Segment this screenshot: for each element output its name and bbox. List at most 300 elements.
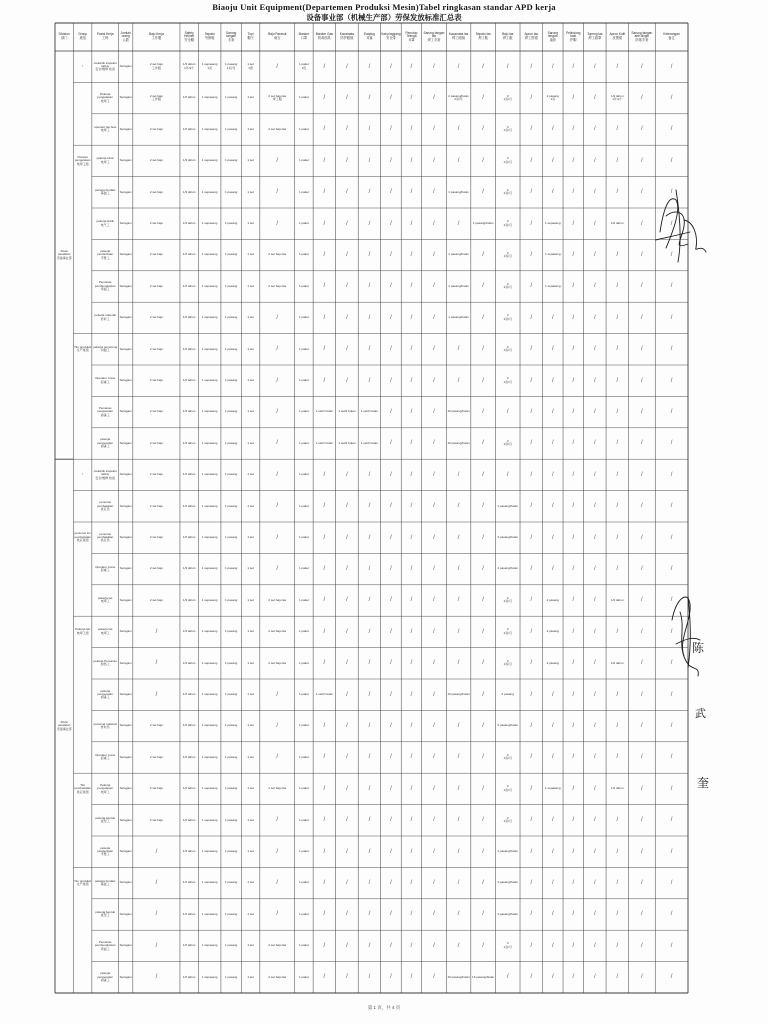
data-cell: 3 1双/月 <box>503 596 512 604</box>
data-cell: / <box>433 314 435 321</box>
data-cell: 1/3 tahun <box>182 472 196 477</box>
data-cell: / <box>346 566 348 573</box>
data-cell: / <box>530 628 533 635</box>
group-label: / <box>82 472 84 477</box>
data-cell: / <box>410 503 413 510</box>
data-cell: / <box>572 534 575 541</box>
data-cell: / <box>390 566 392 573</box>
data-cell: 1 sepasang <box>201 409 218 414</box>
data-cell: / <box>641 377 643 384</box>
data-cell: / <box>482 597 484 604</box>
data-cell: 1 paket <box>298 786 309 791</box>
data-cell: / <box>616 314 619 321</box>
data-cell: 3 1双/月 <box>503 439 512 447</box>
data-cell: 16 pasang/bulan <box>447 409 470 414</box>
data-cell: / <box>670 157 673 164</box>
data-cell: 1 paket <box>298 126 309 131</box>
data-cell: 1 set <box>247 817 254 822</box>
data-cell: / <box>593 157 596 164</box>
data-cell: / <box>530 95 533 102</box>
data-cell: Seragam <box>119 629 132 634</box>
data-cell: / <box>155 660 158 667</box>
data-cell: / <box>670 534 673 541</box>
column-header: Baju las 焊工服 <box>502 32 514 40</box>
position-cell: pekerja bentuk 成型工 <box>95 910 116 918</box>
data-cell: / <box>670 942 673 949</box>
data-cell: / <box>368 566 371 573</box>
data-cell: / <box>276 848 279 855</box>
data-cell: / <box>593 126 596 133</box>
data-cell: / <box>410 880 413 887</box>
data-cell: / <box>410 157 413 164</box>
data-cell: / <box>530 252 533 259</box>
data-cell: / <box>641 252 643 259</box>
data-cell: / <box>506 471 509 478</box>
data-cell: / <box>410 660 413 667</box>
data-cell: / <box>368 723 371 730</box>
data-cell: 2 pasang 1双 <box>546 93 559 102</box>
data-cell: / <box>323 314 326 321</box>
data-cell: / <box>670 252 673 259</box>
data-cell: / <box>572 628 575 635</box>
data-cell: 1/3 tahun <box>182 503 196 508</box>
data-cell: / <box>616 911 619 918</box>
data-cell: 1 paket <box>298 691 309 696</box>
group-label: personel tim pembekalan 供应班组 <box>74 531 91 543</box>
data-cell: / <box>616 628 619 635</box>
data-cell: / <box>323 566 326 573</box>
column-header: Sepatu las 焊工鞋 <box>475 32 491 40</box>
data-cell: / <box>616 848 619 855</box>
data-cell: 1 paket <box>298 440 309 445</box>
data-cell: 1 set/2 bulan <box>315 440 333 445</box>
data-cell: / <box>390 597 392 604</box>
position-cell: pekerja bentuk 成型工 <box>95 815 116 824</box>
data-cell: / <box>670 754 673 761</box>
data-cell: / <box>323 597 326 604</box>
data-cell: Seragam <box>119 754 132 759</box>
data-cell: / <box>593 691 596 698</box>
data-cell: 1 pasang <box>224 189 238 194</box>
data-cell: 3 1双/月 <box>503 125 512 133</box>
data-cell: 1 sepasang <box>201 440 218 445</box>
data-cell: / <box>346 314 348 321</box>
data-cell: / <box>410 691 413 698</box>
data-cell: / <box>670 314 673 321</box>
data-cell: / <box>368 283 371 290</box>
data-cell: / <box>276 471 279 478</box>
data-cell: 1/2 tahun <box>611 597 624 602</box>
data-cell: / <box>593 314 596 321</box>
data-cell: / <box>457 534 460 541</box>
data-cell: / <box>641 566 643 573</box>
data-cell: 4 pasang/bulan <box>497 534 518 539</box>
data-cell: 1 paket <box>298 660 309 665</box>
data-cell: / <box>641 628 643 635</box>
data-cell: / <box>572 754 575 761</box>
data-cell: / <box>346 660 348 667</box>
data-cell: / <box>410 471 413 478</box>
position-cell: pekerja Pemanas 加热工 <box>93 658 117 667</box>
data-cell: / <box>593 95 596 102</box>
data-cell: Seragam <box>119 911 132 916</box>
data-cell: / <box>346 377 348 384</box>
data-cell: / <box>593 566 596 573</box>
data-cell: 1/2 tahun <box>611 220 624 225</box>
data-cell: / <box>346 126 348 133</box>
column-header: Group 班组 <box>78 32 88 40</box>
column-header: Pelindung kaki 护脚 <box>566 30 581 42</box>
data-cell: / <box>390 440 392 447</box>
data-cell: / <box>368 974 371 981</box>
data-cell: / <box>551 157 554 164</box>
data-cell: 1 pasang <box>224 472 238 477</box>
data-cell: 2 set baju <box>149 315 163 320</box>
data-cell: Seragam <box>119 252 132 257</box>
data-cell: 1/3 tahun <box>182 346 196 351</box>
data-cell: Seragam <box>119 315 132 320</box>
data-cell: / <box>457 660 460 667</box>
data-cell: / <box>390 817 392 824</box>
group-label: / <box>82 63 84 68</box>
data-cell: 1 pasang <box>224 126 238 131</box>
data-cell: / <box>323 628 326 635</box>
data-cell: / <box>323 63 326 70</box>
data-cell: / <box>390 848 392 855</box>
data-cell: / <box>551 189 554 196</box>
data-cell: / <box>572 95 575 102</box>
data-cell: / <box>482 848 484 855</box>
data-cell: 3 1双/月 <box>503 344 512 353</box>
data-cell: Seragam <box>119 974 132 979</box>
data-cell: 1 pasang <box>224 943 238 948</box>
data-cell: / <box>641 880 643 887</box>
data-cell: / <box>482 126 484 133</box>
data-cell: / <box>276 409 279 416</box>
data-cell: 1 pasang <box>224 409 238 414</box>
data-cell: / <box>641 911 643 918</box>
data-cell: / <box>572 126 575 133</box>
data-cell: / <box>410 314 413 321</box>
data-cell: 1 sepasang <box>201 346 218 351</box>
data-cell: 1/3 tahun <box>182 126 196 131</box>
data-cell: / <box>368 848 371 855</box>
data-cell: 1 set/2 bulan <box>338 409 356 414</box>
data-cell: 1 pasang/bulan <box>448 189 469 194</box>
data-cell: / <box>390 283 392 290</box>
data-cell: / <box>457 911 460 918</box>
data-cell: 1 sepasang 1双 <box>201 62 218 70</box>
data-cell: / <box>670 346 673 353</box>
data-cell: 1 pasang <box>224 723 238 728</box>
data-cell: / <box>276 220 279 227</box>
data-cell: / <box>641 189 643 196</box>
data-cell: 1 pasang <box>224 252 238 257</box>
data-cell: / <box>390 471 392 478</box>
data-cell: / <box>457 942 460 949</box>
data-cell: / <box>155 942 158 949</box>
data-cell: / <box>551 942 554 949</box>
data-cell: / <box>530 660 533 667</box>
column-header: Division 部门 <box>58 32 70 40</box>
column-header: Kacamata las 焊工眼镜 <box>448 32 469 40</box>
data-cell: 4 pasang/bulan <box>497 566 518 571</box>
position-cell: mekanik inspeksi safety 安全/维修 检查 <box>93 468 117 480</box>
data-cell: / <box>572 660 575 667</box>
data-cell: / <box>346 252 348 259</box>
position-cell: pekerja las 电焊工 <box>97 596 113 604</box>
data-cell: / <box>641 848 643 855</box>
data-cell: / <box>572 597 575 604</box>
data-cell: / <box>410 126 413 133</box>
data-cell: 1 pasang 1双/月 <box>224 62 238 70</box>
data-cell: 1 set <box>247 189 254 194</box>
data-cell: 1 set <box>247 220 254 225</box>
data-cell: / <box>368 252 371 259</box>
data-cell: 1 set <box>247 723 254 728</box>
data-cell: / <box>482 691 484 698</box>
position-cell: operator las besi 电焊工 <box>94 125 117 133</box>
data-cell: / <box>346 503 348 510</box>
data-cell: / <box>551 409 554 416</box>
data-cell: 1 pasang <box>224 754 238 759</box>
data-cell: 1 pasang <box>224 534 238 539</box>
group-label: Pekerja las 电焊工组 <box>75 627 91 635</box>
data-cell: / <box>410 723 413 730</box>
data-cell: / <box>323 95 326 102</box>
data-cell: 1/3 tahun <box>182 566 196 571</box>
column-header: Kacamata 防护眼镜 <box>339 32 355 40</box>
data-cell: / <box>670 566 673 573</box>
data-cell: / <box>368 314 371 321</box>
data-cell: / <box>482 880 484 887</box>
data-cell: / <box>346 220 348 227</box>
data-cell: / <box>616 974 619 981</box>
data-cell: / <box>390 534 392 541</box>
data-cell: / <box>530 880 533 887</box>
data-cell: 1 pasang <box>224 346 238 351</box>
data-cell: 2 set baju <box>149 440 163 445</box>
data-cell: / <box>433 220 435 227</box>
data-cell: / <box>410 628 413 635</box>
data-cell: 1 sepasang <box>201 566 218 571</box>
column-header: Keterangan 备注 <box>663 32 680 40</box>
data-cell: / <box>390 942 392 949</box>
data-cell: 2 set baju <box>149 503 163 508</box>
data-cell: / <box>410 220 413 227</box>
data-cell: 1/3 tahun <box>182 377 196 382</box>
data-cell: 1 sepasang <box>201 220 218 225</box>
data-cell: / <box>572 63 575 70</box>
data-cell: 3 1双/月 <box>503 219 512 227</box>
data-cell: / <box>551 974 554 981</box>
data-cell: / <box>390 503 392 510</box>
data-cell: 1 sepasang <box>201 848 218 853</box>
data-cell: / <box>482 503 484 510</box>
column-header: Safety Helmet 安全帽 <box>184 30 195 42</box>
data-cell: / <box>390 785 392 792</box>
data-cell: / <box>593 534 596 541</box>
data-cell: / <box>323 189 326 196</box>
data-cell: / <box>457 785 460 792</box>
data-cell: 1 paket <box>298 377 309 382</box>
data-cell: 1 set <box>247 95 254 100</box>
data-cell: / <box>433 974 435 981</box>
data-cell: / <box>572 377 575 384</box>
data-cell: 1 set <box>247 691 254 696</box>
data-cell: / <box>155 691 158 698</box>
data-cell: / <box>276 346 279 353</box>
data-cell: 1 pasang <box>224 377 238 382</box>
data-cell: / <box>641 660 643 667</box>
data-cell: / <box>482 817 484 824</box>
data-cell: / <box>530 974 533 981</box>
data-cell: / <box>572 314 575 321</box>
data-cell: Seragam <box>119 126 132 131</box>
data-cell: / <box>551 880 554 887</box>
data-cell: / <box>276 723 279 730</box>
data-cell: 1/3 tahun <box>182 660 196 665</box>
data-cell: / <box>323 126 326 133</box>
data-cell: / <box>433 157 435 164</box>
data-cell: / <box>346 95 348 102</box>
data-cell: / <box>390 660 392 667</box>
data-cell: / <box>530 597 533 604</box>
position-cell: pekerja sinar 电焊工 <box>96 156 114 164</box>
data-cell: / <box>433 660 435 667</box>
data-cell: / <box>670 471 673 478</box>
data-cell: Seragam <box>119 880 132 885</box>
data-cell: / <box>457 723 460 730</box>
data-cell: / <box>410 409 413 416</box>
data-cell: 1 paket <box>298 283 309 288</box>
data-cell: / <box>368 754 371 761</box>
column-header: Apron Kulit 皮围裙 <box>609 32 626 40</box>
data-cell: / <box>346 785 348 792</box>
data-cell: / <box>616 283 619 290</box>
data-cell: / <box>433 346 435 353</box>
data-cell: 1 sepasang <box>201 723 218 728</box>
data-cell: / <box>368 377 371 384</box>
data-cell: / <box>482 157 484 164</box>
data-cell: Seragam <box>119 377 132 382</box>
data-cell: 1 paket <box>298 409 309 414</box>
data-cell: Seragam <box>119 63 132 68</box>
data-cell: 1 paket <box>298 597 309 602</box>
data-cell: / <box>641 503 643 510</box>
data-cell: / <box>616 471 619 478</box>
data-cell: / <box>670 95 673 102</box>
data-cell: 1 set <box>247 660 254 665</box>
data-cell: 1 paket <box>298 974 309 979</box>
data-cell: 1 set/2 bulan <box>315 691 333 696</box>
data-cell: 1 set/2 bulan <box>315 409 333 414</box>
data-cell: / <box>530 534 533 541</box>
data-cell: Seragam <box>119 691 132 696</box>
data-cell: / <box>641 691 643 698</box>
data-cell: / <box>390 974 392 981</box>
document-subtitle: 设备事业部（机械生产部）劳保发放标准汇总表 <box>306 13 462 22</box>
data-cell: 1/3 tahun <box>182 754 196 759</box>
data-cell: / <box>482 346 484 353</box>
data-cell: / <box>572 974 575 981</box>
data-cell: / <box>368 597 371 604</box>
data-cell: / <box>572 880 575 887</box>
data-cell: 1/3 tahun <box>182 848 196 853</box>
data-cell: / <box>368 63 371 70</box>
data-cell: / <box>616 189 619 196</box>
data-cell: 1 set <box>247 503 254 508</box>
data-cell: / <box>551 723 554 730</box>
data-cell: Seragam <box>119 189 132 194</box>
data-cell: 2 set baju 工作服 <box>149 93 163 102</box>
data-cell: Seragam <box>119 346 132 351</box>
data-cell: Seragam <box>119 409 132 414</box>
position-cell: Pekerja pengelasan 电焊工 <box>97 782 113 794</box>
data-cell: / <box>276 189 279 196</box>
data-cell: / <box>155 628 158 635</box>
data-cell: 2 pasang/bulan 2双/月 <box>448 93 469 102</box>
data-cell: / <box>457 597 460 604</box>
data-cell: / <box>530 283 533 290</box>
data-cell: / <box>323 848 326 855</box>
data-cell: 1/3 tahun <box>182 315 196 320</box>
data-cell: / <box>482 471 484 478</box>
data-cell: 1 set/2 bulan <box>360 440 379 445</box>
data-cell: 1 pasang/bulan <box>448 315 469 320</box>
data-cell: / <box>433 942 435 949</box>
data-cell: / <box>346 942 348 949</box>
data-cell: / <box>593 220 596 227</box>
data-cell: 1 pasang/bulan <box>448 283 469 288</box>
data-cell: / <box>670 848 673 855</box>
data-cell: 1 set <box>247 911 254 916</box>
data-cell: / <box>670 503 673 510</box>
data-cell: / <box>641 942 643 949</box>
data-cell: 3 1双/月 <box>503 815 512 824</box>
data-cell: Seragam <box>119 534 132 539</box>
data-cell: 1/3 tahun <box>182 723 196 728</box>
data-cell: / <box>368 880 371 887</box>
data-cell: 1 pasang <box>224 283 238 288</box>
data-cell: / <box>670 63 673 70</box>
data-cell: / <box>572 785 575 792</box>
position-cell: Pemanas pengecatan 油漆工 <box>97 405 114 417</box>
data-cell: / <box>410 911 413 918</box>
data-cell: / <box>593 848 596 855</box>
data-cell: / <box>346 534 348 541</box>
data-cell: / <box>433 880 435 887</box>
data-cell: 1 sepasang <box>545 252 561 257</box>
data-cell: / <box>670 660 673 667</box>
data-cell: / <box>670 440 673 447</box>
data-cell: / <box>593 660 596 667</box>
data-cell: 16 pasang/bulan <box>447 974 470 979</box>
data-cell: / <box>572 503 575 510</box>
data-cell: / <box>346 880 348 887</box>
data-cell: / <box>390 189 392 196</box>
data-cell: / <box>323 283 326 290</box>
data-cell: / <box>457 503 460 510</box>
data-cell: / <box>572 566 575 573</box>
data-cell: Seragam <box>119 440 132 445</box>
data-cell: 1 sepasang <box>201 189 218 194</box>
data-cell: 2 set baju <box>149 346 163 351</box>
data-cell: / <box>641 346 643 353</box>
data-cell: / <box>572 440 575 447</box>
data-cell: / <box>323 974 326 981</box>
data-cell: / <box>506 63 509 70</box>
